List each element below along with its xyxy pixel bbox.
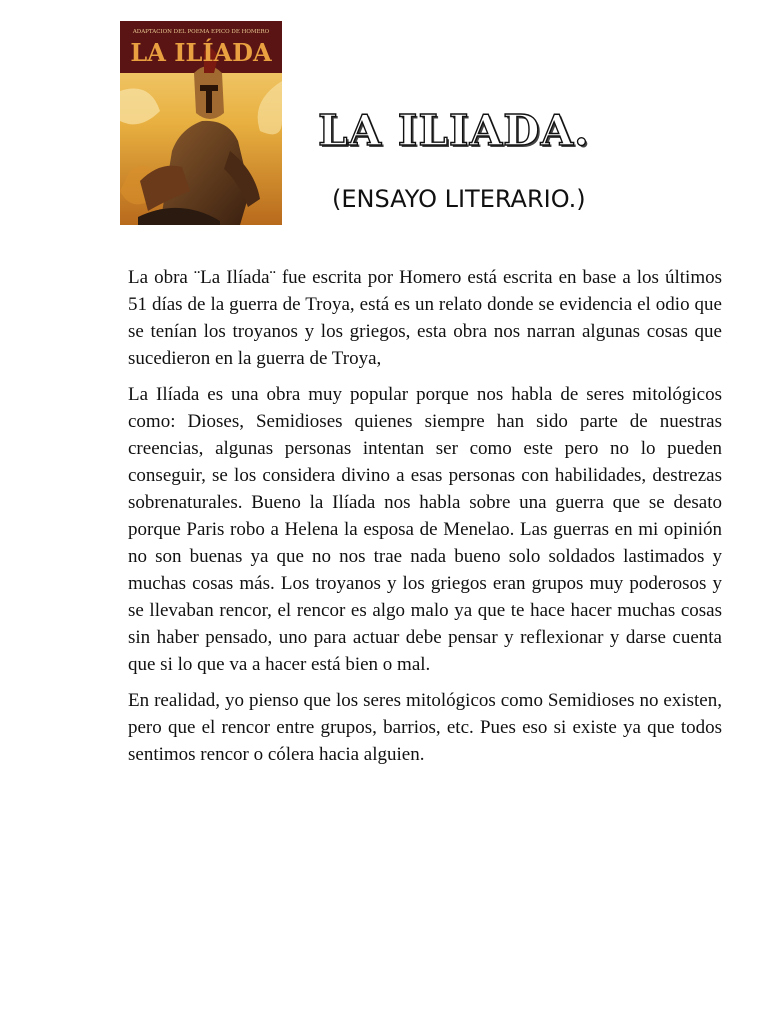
essay-paragraph-3: En realidad, yo pienso que los seres mitológicos como Semidioses no existen, pero que el rencor entre grupos, barrios, etc. Pues eso si existe ya que todos sentimos rencor o cólera hacia alguien.: [128, 690, 722, 765]
cover-title: LA ILÍADA: [130, 38, 272, 67]
cover-kicker: ADAPTACION DEL POEMA EPICO DE HOMERO: [132, 29, 270, 35]
essay-body: [128, 264, 722, 777]
document-subtitle: (ENSAYO LITERARIO.): [332, 185, 586, 213]
essay-paragraph-1: La obra ¨La Ilíada¨ fue escrita por Homero está escrita en base a los últimos 51 días de la guerra de Troya, está es un relato donde se evidencia el odio que se tenían los troyanos y los griegos, esta obra nos narran algunas cosas que sucedieron en la guerra de Troya,: [128, 267, 722, 369]
book-cover-image: [120, 21, 282, 225]
document-title: LA ILIADA.: [318, 106, 590, 155]
essay-paragraph-2: La Ilíada es una obra muy popular porque nos habla de seres mitológicos como: Dioses, Semidioses quienes siempre han sido parte de nuestras creencias, algunas personas intentan ser como este pero no lo pueden conseguir, se los considera divino a esas personas con habilidades, destrezas sobrenaturales. Bueno la Ilíada nos habla sobre una guerra que se desato porque Paris robo a Helena la esposa de Menelao. Las guerras en mi opinión no son buenas ya que no nos trae nada bueno solo soldados lastimados y muchas cosas más. Los troyanos y los griegos eran grupos muy poderosos y se llevaban rencor, el rencor es algo malo ya que te hace hacer muchas cosas sin haber pensado, uno para actuar debe pensar y reflexionar y darse cuenta que si lo que va a hacer está bien o mal.: [128, 384, 722, 675]
